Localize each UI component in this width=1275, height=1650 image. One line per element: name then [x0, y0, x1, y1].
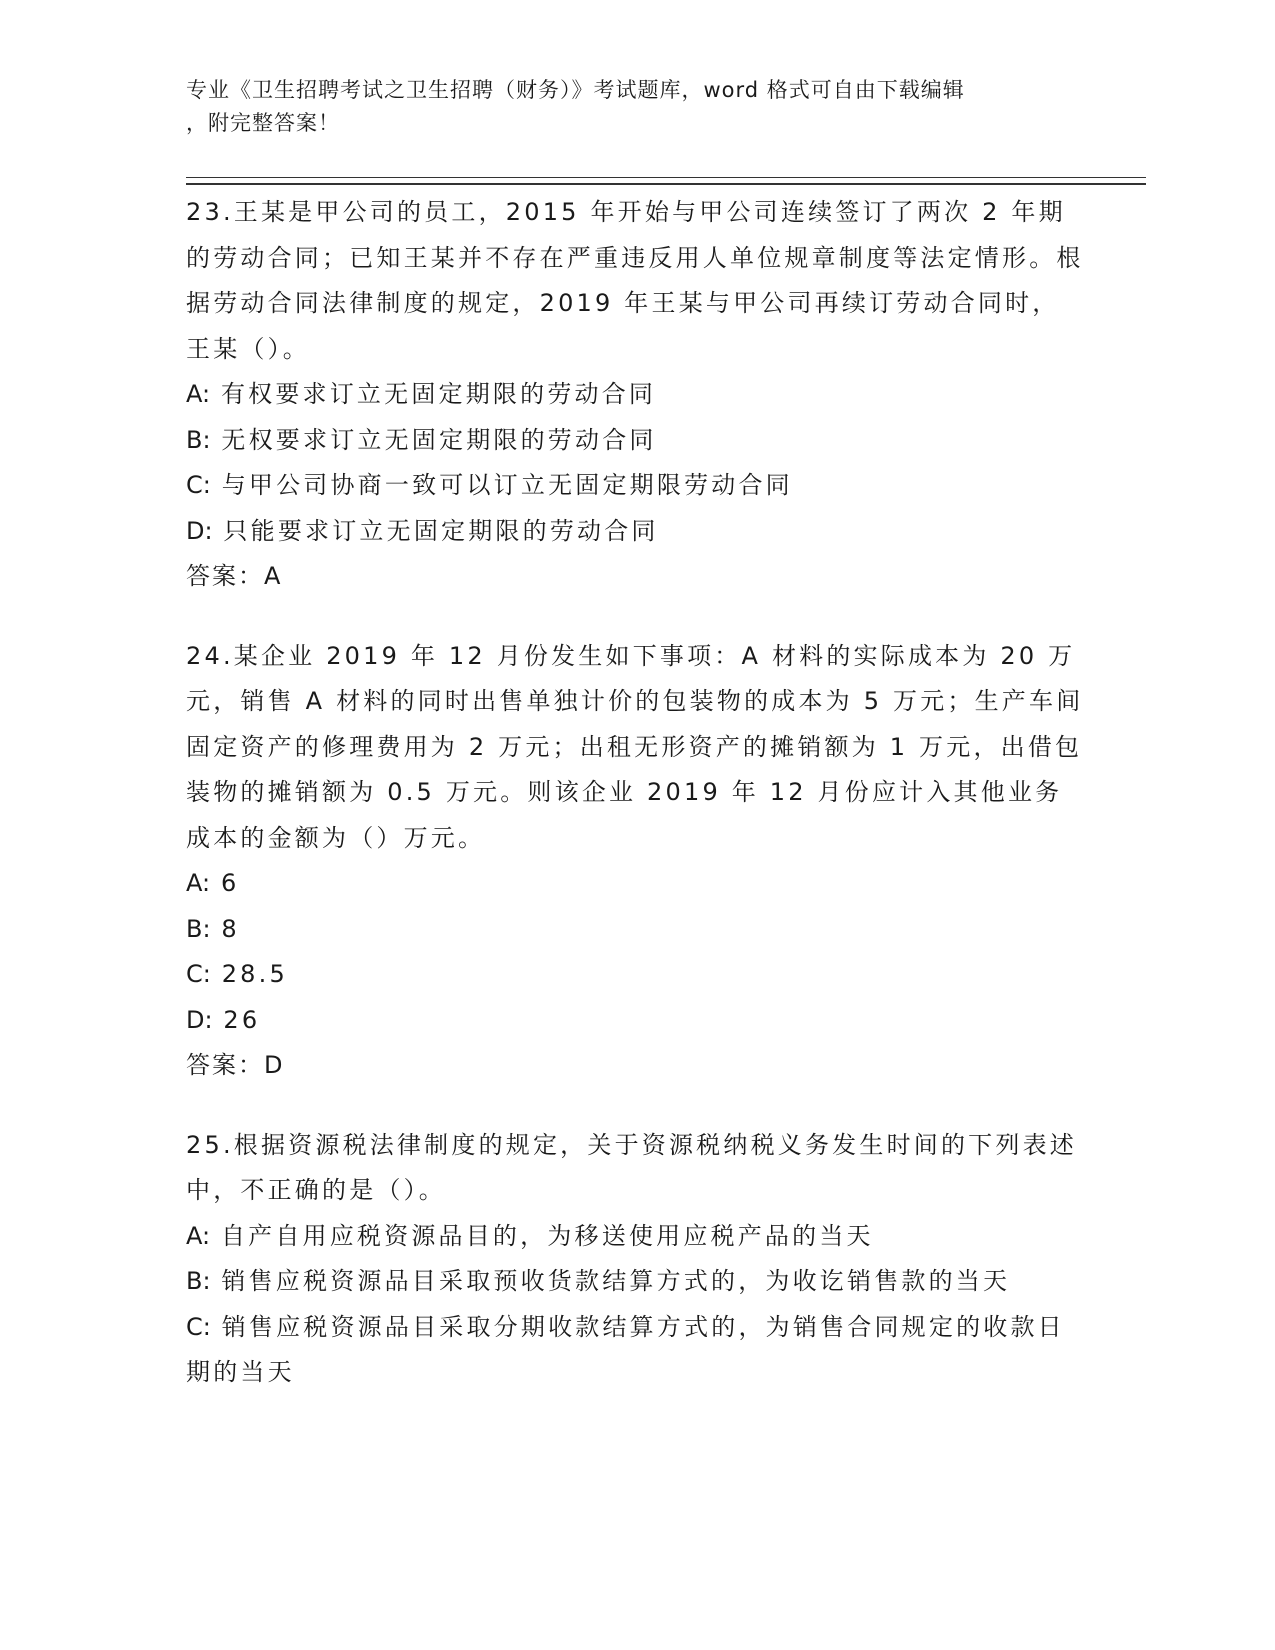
option-b: [186, 1259, 1086, 1305]
question-24: [186, 634, 1086, 1089]
header-divider-thick: [186, 183, 1146, 185]
option-b: [186, 907, 1086, 953]
option-text: 与甲公司协商一致可以订立无固定期限劳动合同: [221, 471, 793, 499]
header-divider-thin: [186, 177, 1146, 178]
option-c: [186, 1305, 1086, 1396]
option-key: B:: [186, 1267, 211, 1295]
option-text: 无权要求订立无固定期限的劳动合同: [221, 425, 657, 454]
question-25: [186, 1123, 1086, 1396]
option-text: 有权要求订立无固定期限的劳动合同: [220, 380, 657, 408]
option-text: 销售应税资源品目采取预收货款结算方式的，为收讫销售款的当天: [221, 1267, 1011, 1295]
option-a: [186, 861, 1086, 907]
question-list: [186, 190, 1086, 1430]
option-c: [186, 952, 1086, 998]
header-line-1: 专业《卫生招聘考试之卫生招聘（财务）》考试题库，word 格式可自由下载编辑: [186, 78, 965, 102]
option-d: [186, 509, 1086, 555]
option-text: 自产自用应税资源品目的，为移送使用应税产品的当天: [220, 1221, 874, 1250]
option-key: A:: [186, 869, 211, 897]
option-text: 8: [221, 914, 240, 943]
document-header: [186, 74, 1086, 140]
option-d: [186, 998, 1086, 1044]
option-b: [186, 418, 1086, 464]
option-a: [186, 372, 1086, 418]
question-stem: 25.根据资源税法律制度的规定，关于资源税纳税义务发生时间的下列表述中，不正确的是（）。: [186, 1130, 1077, 1204]
option-c: [186, 463, 1086, 509]
question-23: [186, 190, 1086, 600]
option-key: D:: [186, 1005, 213, 1034]
option-text: 只能要求订立无固定期限的劳动合同: [223, 516, 659, 545]
option-key: D:: [186, 516, 213, 545]
option-text: 26: [223, 1005, 261, 1034]
option-a: [186, 1214, 1086, 1260]
question-stem: 24.某企业 2019 年 12 月份发生如下事项：A 材料的实际成本为 20 万元，销售 A 材料的同时出售单独计价的包装物的成本为 5 万元；生产车间固定资产的修理费用为 2 万元；出租无形资产的摊销额为 1 万元，出借包装物的摊销额为 0.5 万元。则该企业 2019 年 12 月份应计入其他业务成本的金额为（）万元。: [186, 641, 1084, 852]
option-key: C:: [186, 471, 211, 499]
option-text: 28.5: [221, 960, 288, 988]
option-key: B:: [186, 425, 211, 454]
answer-line: 答案：D: [186, 1051, 285, 1079]
option-key: C:: [186, 1312, 211, 1341]
option-key: A:: [186, 380, 211, 408]
question-stem: 23.王某是甲公司的员工，2015 年开始与甲公司连续签订了两次 2 年期的劳动合同；已知王某并不存在严重违反用人单位规章制度等法定情形。根据劳动合同法律制度的规定，2019 年王某与甲公司再续订劳动合同时，王某（）。: [186, 198, 1084, 363]
option-key: B:: [186, 914, 211, 943]
header-line-2: ，附完整答案！: [186, 111, 340, 135]
answer-line: 答案：A: [186, 562, 283, 590]
option-key: A:: [186, 1221, 211, 1250]
option-text: 销售应税资源品目采取分期收款结算方式的，为销售合同规定的收款日期的当天: [186, 1312, 1065, 1386]
option-key: C:: [186, 960, 211, 988]
option-text: 6: [220, 869, 240, 897]
